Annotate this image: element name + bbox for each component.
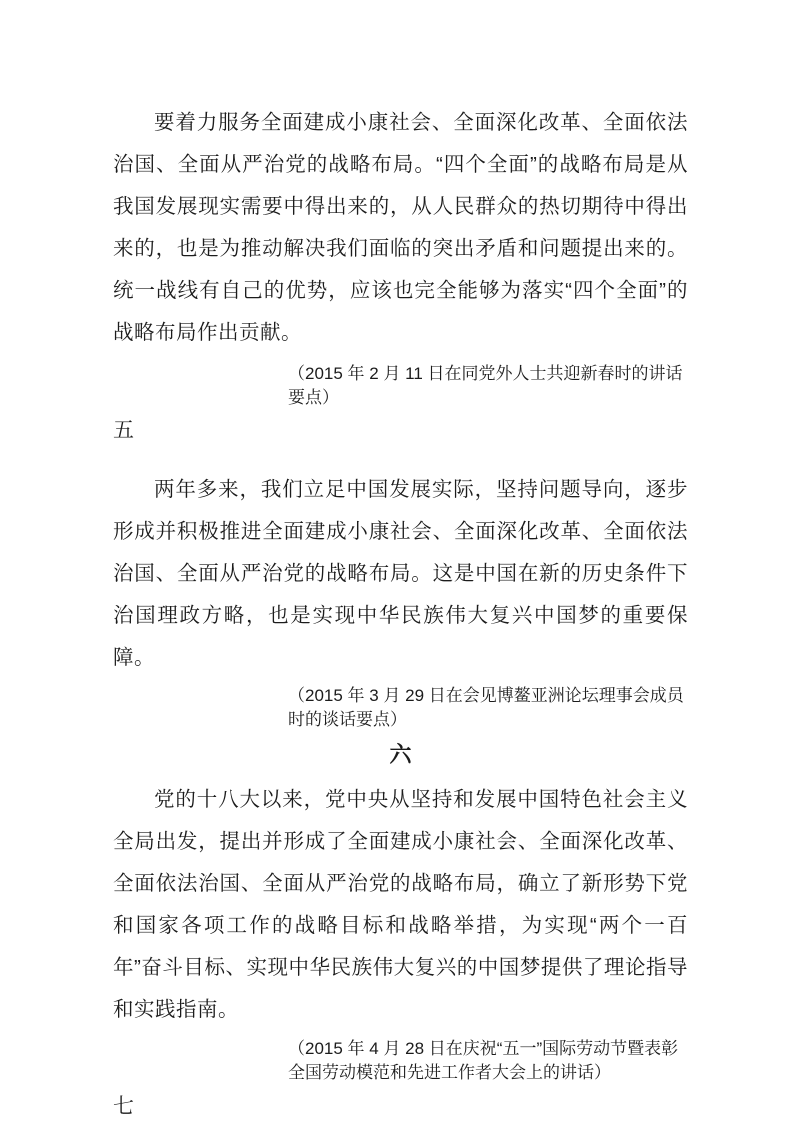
section-number-five: 五	[113, 419, 134, 442]
body-paragraph-1: 要着力服务全面建成小康社会、全面深化改革、全面依法治国、全面从严治党的战略布局。“四个全面”的战略布局是从我国发展现实需要中得出来的，从人民群众的热切期待中得出来的，也是为推动解决我们面临的突出矛盾和问题提出来的。统一战线有自己的优势，应该也完全能够为落实“四个全面”的战略布局作出贡献。	[113, 111, 688, 344]
section-number-seven: 七	[113, 1095, 134, 1118]
citation-2: （2015 年 3 月 29 日在会见博鳌亚洲论坛理事会成员时的谈话要点）	[288, 686, 684, 729]
page-content	[113, 0, 688, 1122]
body-paragraph-3: 党的十八大以来，党中央从坚持和发展中国特色社会主义全局出发，提出并形成了全面建成小康社会、全面深化改革、全面依法治国、全面从严治党的战略布局，确立了新形势下党和国家各项工作的战略目标和战略举措，为实现“两个一百年”奋斗目标、实现中华民族伟大复兴的中国梦提供了理论指导和实践指南。	[113, 788, 688, 1021]
citation-1: （2015 年 2 月 11 日在同党外人士共迎新春时的讲话要点）	[288, 364, 683, 407]
section-number-six: 六	[389, 742, 412, 767]
body-paragraph-2: 两年多来，我们立足中国发展实际，坚持问题导向，逐步形成并积极推进全面建成小康社会、全面深化改革、全面依法治国、全面从严治党的战略布局。这是中国在新的历史条件下治国理政方略，也是实现中华民族伟大复兴中国梦的重要保障。	[113, 478, 688, 669]
citation-3: （2015 年 4 月 28 日在庆祝“五一”国际劳动节暨表彰全国劳动模范和先进工作者大会上的讲话）	[288, 1039, 679, 1082]
